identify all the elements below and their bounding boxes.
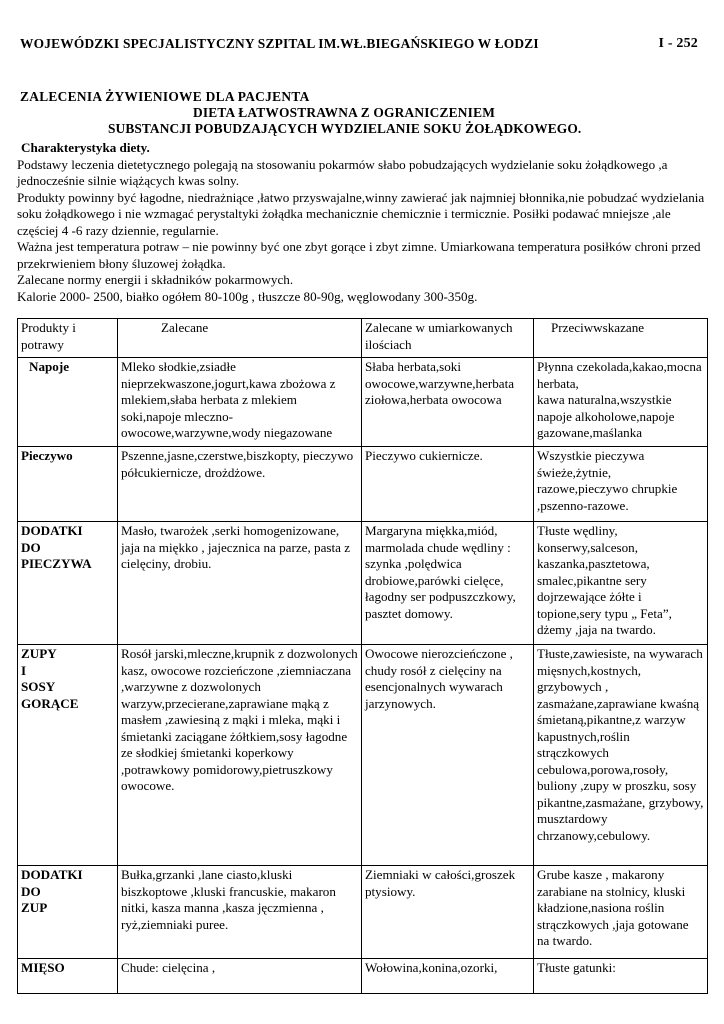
paragraph: Kalorie 2000- 2500, białko ogółem 80-100g , tłuszcze 80-90g, węglowodany 300-350g. — [17, 288, 478, 304]
table-row — [18, 645, 708, 866]
row-label: MIĘSO — [18, 959, 118, 994]
header-recommended: Zalecane — [118, 319, 362, 358]
header-products: Produkty i potrawy — [18, 319, 118, 358]
diet-characteristics — [17, 140, 707, 305]
header-contraindicated: Przeciwwskazane — [534, 319, 708, 358]
row-label: DODATKI DO ZUP — [18, 866, 118, 959]
row-label: ZUPY I SOSY GORĄCE — [18, 645, 118, 866]
cell-contraindicated: Tłuste gatunki: — [534, 959, 708, 994]
header-moderate: Zalecane w umiarkowanych ilościach — [362, 319, 534, 358]
paragraph: Podstawy leczenia dietetycznego polegają na stosowaniu pokarmów słabo pobudzających wydzielanie soku żołądkowego ,a jednocześnie silnie wiążących kwas solny. — [17, 156, 668, 188]
document-code: I - 252 — [658, 36, 698, 51]
institution-name: WOJEWÓDZKI SPECJALISTYCZNY SZPITAL IM.WŁ.BIEGAŃSKIEGO W ŁODZI — [20, 36, 539, 51]
cell-contraindicated: Płynna czekolada,kakao,mocna herbata, kawa naturalna,wszystkie napoje alkoholowe,napoje gazowane,maślanka — [534, 358, 708, 447]
title-line-1: ZALECENIA ŻYWIENIOWE DLA PACJENTA — [20, 89, 310, 104]
cell-contraindicated: Tłuste,zawiesiste, na wywarach mięsnych,kostnych, grzybowych , zasmażane,zaprawiane kwaśną śmietaną,pikantne,z warzyw kapustnych,roślin strączkowych cebulowa,porowa,rosoły, buliony ,zupy w proszku, sosy pikantne,zasmażane, grzybowy, musztardowy chrzanowy,cebulowy. — [534, 645, 708, 866]
table-row — [18, 358, 708, 447]
section-subtitle: Charakterystyka diety. — [21, 140, 150, 155]
paragraph: Produkty powinny być łagodne, niedrażniące ,łatwo przyswajalne,winny zawierać jak najmniej błonnika,nie pobudzać wydzielania soku żołądkowego i nie wzmagać perystaltyki żołądka mechanicznie chemicznie i termicznie. Posiłki podawać mniejsze ,ale częściej 4 -6 razy dziennie, regularnie. — [17, 189, 705, 238]
cell-moderate: Słaba herbata,soki owocowe,warzywne,herbata ziołowa,herbata owocowa — [362, 358, 534, 447]
table-header-row — [18, 319, 708, 358]
table-row — [18, 522, 708, 645]
cell-recommended: Chude: cielęcina , — [118, 959, 362, 994]
row-label: Napoje — [18, 358, 118, 447]
paragraph: Ważna jest temperatura potraw – nie powinny być one zbyt gorące i zbyt zimne. Umiarkowana temperatura posiłków chroni przed przekrwieniem błony śluzowej żołądka. — [17, 239, 701, 271]
title-line-2: DIETA ŁATWOSTRAWNA Z OGRANICZENIEM — [193, 105, 496, 120]
title-line-3: SUBSTANCJI POBUDZAJĄCYCH WYDZIELANIE SOKU ŻOŁĄDKOWEGO. — [108, 121, 582, 136]
table-row — [18, 866, 708, 959]
cell-recommended: Bułka,grzanki ,lane ciasto,kluski biszkoptowe ,kluski francuskie, makaron nitki, kasza manna ,kasza jęczmienna , ryż,ziemniaki puree. — [118, 866, 362, 959]
cell-moderate: Wołowina,konina,ozorki, — [362, 959, 534, 994]
cell-recommended: Mleko słodkie,zsiadłe nieprzekwaszone,jogurt,kawa zbożowa z mlekiem,słaba herbata z mlekiem soki,napoje mleczno-owocowe,warzywne,wody niegazowane — [118, 358, 362, 447]
table-row — [18, 447, 708, 522]
cell-recommended: Masło, twarożek ,serki homogenizowane, jaja na miękko , jajecznica na parze, pasta z cielęciny, drobiu. — [118, 522, 362, 645]
paragraph: Zalecane normy energii i składników pokarmowych. — [17, 272, 294, 287]
cell-moderate: Owocowe nierozcieńczone , chudy rosół z cielęciny na esencjonalnych wywarach jarzynowych. — [362, 645, 534, 866]
cell-moderate: Pieczywo cukiernicze. — [362, 447, 534, 522]
cell-recommended: Pszenne,jasne,czerstwe,biszkopty, pieczywo półcukiernicze, drożdżowe. — [118, 447, 362, 522]
table-row — [18, 959, 708, 994]
cell-recommended: Rosół jarski,mleczne,krupnik z dozwolonych kasz, owocowe rozcieńczone ,ziemniaczana ,warzywne z dozwolonych warzyw,przecierane,zaprawiane mąką z masłem ,zawiesiną z mąki i mleka, mąki i śmietanki zaciągane żółtkiem,sosy łagodne ze słodkiej śmietanki koperkowy ,potrawkowy pomidorowy,pietruszkowy owocowe. — [118, 645, 362, 866]
cell-contraindicated: Grube kasze , makarony zarabiane na stolnicy, kluski kładzione,nasiona roślin strączkowych ,jaja gotowane na twardo. — [534, 866, 708, 959]
row-label: Pieczywo — [18, 447, 118, 522]
cell-contraindicated: Tłuste wędliny, konserwy,salceson, kaszanka,pasztetowa, smalec,pikantne sery dojrzewające żółte i topione,sery typu „ Feta”, dżemy ,jaja na twardo. — [534, 522, 708, 645]
cell-contraindicated: Wszystkie pieczywa świeże,żytnie, razowe,pieczywo chrupkie ,pszenno-razowe. — [534, 447, 708, 522]
cell-moderate: Margaryna miękka,miód, marmolada chude wędliny : szynka ,polędwica drobiowe,parówki cielęce, łagodny ser podpuszczkowy, pasztet domowy. — [362, 522, 534, 645]
cell-moderate: Ziemniaki w całości,groszek ptysiowy. — [362, 866, 534, 959]
document-title — [20, 89, 704, 137]
document-header — [20, 36, 704, 56]
diet-table — [17, 318, 708, 994]
row-label: DODATKI DO PIECZYWA — [18, 522, 118, 645]
